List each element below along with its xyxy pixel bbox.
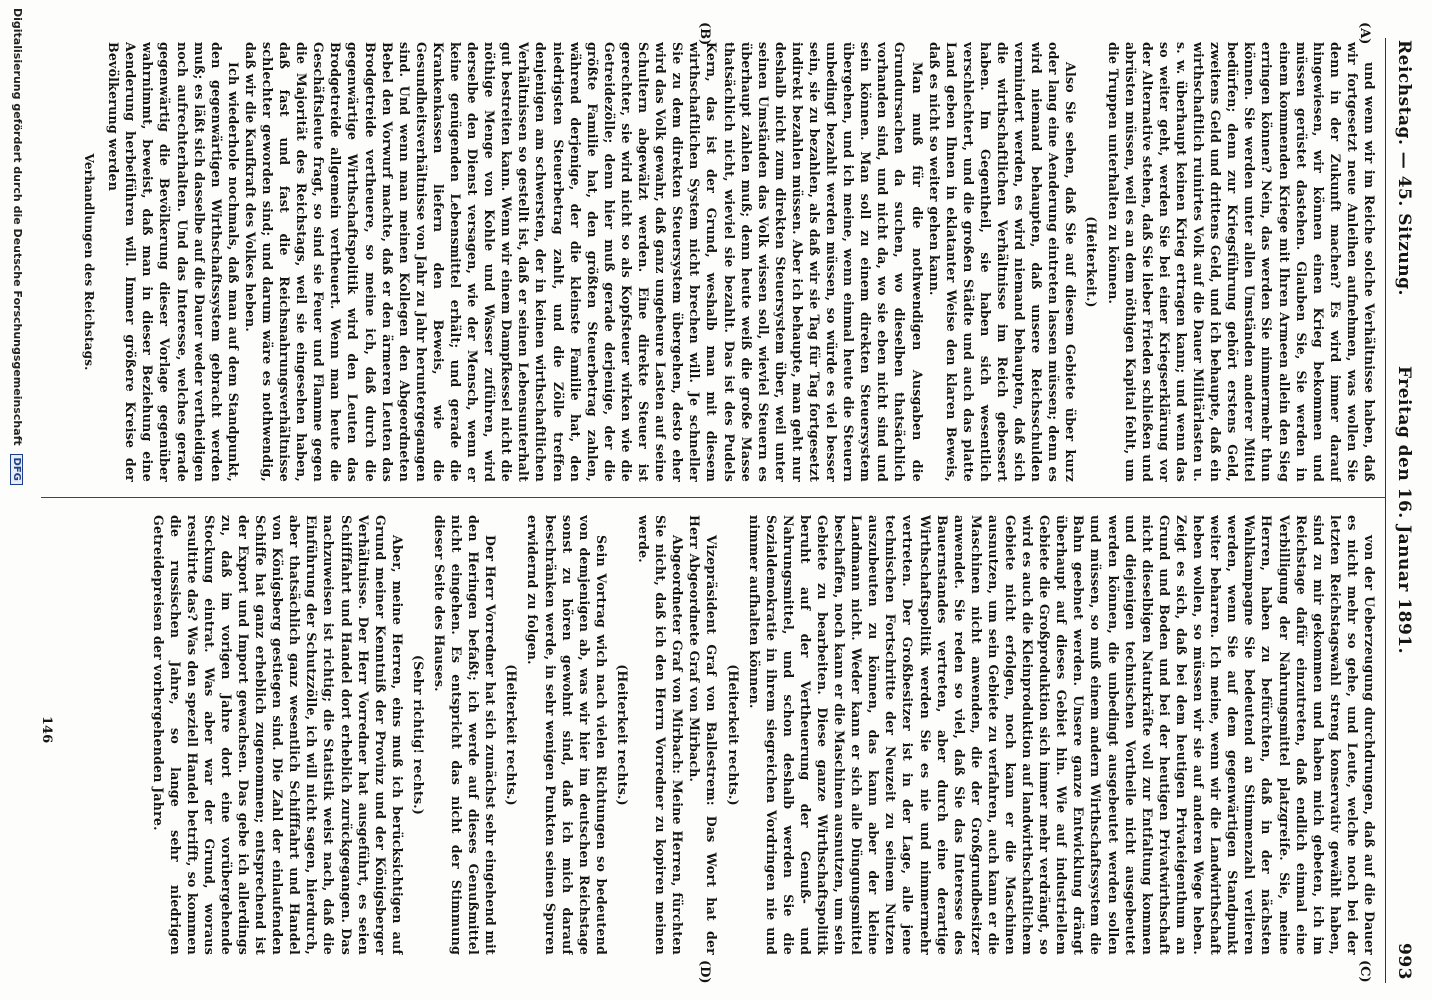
margin-mark-b: (B) [697,22,712,46]
left-column [58,42,1378,482]
reaction: (Heiterkeit.) [1084,216,1100,308]
paragraph: Also Sie sehen, daß Sie auf diesem Gebiete über kurz oder lang eine Aenderung eintreten lassen müssen; denn es wird niemand behaupten, daß unsere Reichsschulden vermindert werden, es wird niemand behaupten, daß sich die wirthschaftlichen Verhältnisse im Reich gebessert haben. Im Gegentheil, sie haben sich wesentlich verschlechtert, und die großen Städte und auch das platte Land geben Ihnen in eklatanter Weise den klaren Beweis, daß es nicht so weiter gehen kann. [926,42,1079,482]
margin-mark-d: (D) [697,960,712,984]
reaction: (Heiterkeit rechts.) [504,664,520,806]
margin-mark-a: (A) [1357,22,1372,45]
column-divider [41,497,1386,498]
header-left: Reichstag. — 45. Sitzung. [1394,40,1414,296]
speaker-paragraph: Abgeordneter Graf von Mirbach: Meine Herren, fürchten Sie nicht, daß ich den Herrn Vorredner zu kopiren meinen werde. [636,515,686,955]
page-number-bottom: 146 [39,716,54,744]
right-column [58,515,1378,955]
paragraph: Man muß für die nothwendigen Ausgaben die Grundursachen da suchen, wo dieselben thatsächlich vorhanden sind, und nicht da, wo sie eben nicht sind und sein können. Man soll zu einem direkten Steuersystem übergehen, und ich meine, wenn einmal heute die Steuern unbedingt bezahlt werden müssen, so würde es viel besser sein, sie zu bezahlen, als daß wir sie Tag für Tag fortgesetzt indirekt bezahlen müssen. Aber ich behaupte, man geht nur deshalb nicht zum direkten Steuersystem über, weil unter seinen Umständen das Volk wissen soll, wieviel Steuern es überhaupt zahlen muß; denn heute weiß die große Masse thatsächlich nicht, wieviel sie bezahlt. Das ist des Pudels Kern, das ist der Grund, weshalb man mit diesem wirthschaftlichen System nicht brechen will. Je schneller Sie zu dem direkten Steuersystem übergehen, desto eher wird das Volk gewahr, daß ganz ungeheure Lasten auf seine Schultern abgewälzt werden. Eine direkte Steuer ist gerechter, sie wird nicht so als Kopfsteuer wirken wie die Getreidezölle; denn hier muß gerade derjenige, der die größte Familie hat, den größten Steuerbetrag zahlen, während derjenige, der die kleinste Familie hat, den niedrigsten Steuerbetrag zahlt, und die Zölle treffen denjenigen am schwersten, der in keinen wirthschaftlichen Verhältnissen so gestellt ist, daß er seinen Lebensunterhalt gut bestreiten kann. Wenn wir einem Dampfkessel nicht die nöthige Menge von Kohle und Wasser zuführen, wird derselbe den Dienst versagen, wie der Mensch, wenn er keine genügenden Lebensmittel erhält; und gerade die Krankenkassen liefern den Beweis, wie die Gesundheitsverhältnisse von Jahr zu Jahr heruntergegangen sind. Und wenn man meinen Kollegen den Abgeordneten Bebel den Vorwurf machte, daß er den ärmeren Leuten das Brodgetreide vertheuere, so meine ich, daß durch die gegenwärtige Wirthschaftspolitik wird den Leuten das Brodgetreide allgemein vertheuert. Wenn man heute die Geschäftsleute fragt, so sind sie Feuer und Flamme gegen die Majorität des Reichstags, weil sie eingesehen haben, daß fast und fast die Reichsnahrungsverhältnisse schlechter geworden sind; und darum wäre es nothwendig, daß wir die Kaufkraft des Volkes heben. [242,42,925,482]
margin-mark-c: (C) [1357,960,1372,983]
page-header [1388,40,1414,980]
dfg-logo-icon: DFG [10,454,23,485]
header-page-number: 993 [1394,943,1414,980]
credit-text: Digitalisierung gefördert durch die Deutsche Forschungsgemeinschaft [11,8,24,446]
column-footer: Verhandlungen des Reichstags. [82,153,97,371]
reaction: (Heiterkeit rechts.) [614,664,630,806]
speaker-paragraph: Vizepräsident Graf von Ballestrem: Das Wort hat der Herr Abgeordnete Graf von Mirbach. [687,515,720,955]
paragraph: Sein Vortrag wich nach vielen Richtungen so bedeutend von demjenigen ab, was wir hier im deutschen Reichstage sonst zu hören gewohnt sind, daß ich mich darauf beschränken werde, in sehr wenigen Punkten seinen Spuren erwidernd zu folgen. [525,515,609,955]
paragraph: und wenn wir im Reiche solche Verhältnisse haben, daß wir fortgesetzt neue Anleihen aufnehmen, was wollen Sie denn in der Zukunft machen? Es wird immer darauf hingewiesen, wir können einen Krieg bekommen und müssen gerüstet dastehen. Glauben Sie, Sie werden in einem kommenden Kriege mit Ihren Armeen allein den Sieg erringen können? Nein, das werden Sie nimmermehr thun können. Sie werden unter allen Umständen anderer Mittel bedürfen; denn zur Kriegsführung gehört erstens Geld, zweitens Geld und drittens Geld, und ich behaupte, daß ein wirthschaftlich ruinirtes Volk auf die Dauer Militärlasten u. s. w. überhaupt keinen Krieg ertragen kann; und wenn das so weiter geht, werden Sie bei einer Kriegserklärung vor der Alternative stehen, daß Sie lieber Frieden schließen und abrüsten müssen, weil es an dem nöthigen Kapital fehlt, um die Truppen unterhalten zu können. [1105,42,1377,482]
reaction: (Sehr richtig! rechts.) [410,654,426,816]
paragraph: von der Ueberzeugung durchdrungen, daß auf die Dauer es nicht mehr so gehe, und Leute, welche noch bei der letzten Reichstagswahl streng konservativ gewählt haben, sind zu mir gekommen und haben mich gebeten, ich im Reichstage dafür einzutreten, daß endlich einmal eine Verbilligung der Nahrungsmittel platzgreife. Sie, meine Herren, haben zu befürchten, daß in der nächsten Wahlkampagne Sie bedeutend an Stimmenzahl verlieren werden, wenn Sie auf dem gegenwärtigen Standpunkt weiter beharren. Ich meine, wenn wir die Landwirthschaft heben wollen, so müssen wir sie auf anderen Wege heben. Zeigt es sich, daß bei dem heutigen Privateigenthum an Grund und Boden und bei der heutigen Privatwirthschaft nicht dieselbigen Naturkräfte voll zur Entfaltung kommen und diejenigen technischen Vortheile nicht ausgebeutet werden können, die unbedingt ausgebeutet werden sollen und müssen, so muß einem andern Wirthschaftssystem die Bahn geebnet werden. Unsere ganze Entwicklung drängt überhaupt auf dieses Gebiet hin. Wie auf industriellem Gebiete die Großproduktion sich immer mehr verdrängt, so wird es auch die Kleinproduktion auf landwirthschaftlichem Gebiete nicht erfolgen, noch kann er die Maschinen ausnutzen, um sein Gebiete zu verfahren, auch kann er die Maschinen nicht anwenden, die der Großgrundbesitzer anwendet. Sie reden so viel, daß Sie das Interesse des Bauernstandes vertreten, aber durch eine derartige Wirthschaftspolitik werden Sie es nie und nimmermehr vertreten. Der Großbesitzer ist in der Lage, alle jene technischen Fortschritte der Neuzeit zu seinem Nutzen auszubeuten zu können, das kann aber der kleine Landmann nicht. Weder kann er sich alle Düngungsmittel beschaffen, noch kann er die Maschinen ausnutzen, um sein Gebiete zu bearbeiten. Diese ganze Wirthschaftspolitik beruht auf der Vertheuerung der Genuß- und Nahrungsmittel, und schon deshalb werden Sie die Sozialdemokratie in ihrem siegreichen Vordringen nie und nimmer aufhalten können. [746,515,1377,955]
header-center: Freitag den 16. Januar 1891. [1394,365,1414,655]
paragraph: Aber, meine Herren, eins muß ich berücksichtigen auf Grund meiner Kenntniß der Provinz und der Königsberger Verhältnisse. Der Herr Vorredner hat ausgeführt, es seien Schifffahrt und Handel dort erheblich zurückgegangen. Das nachzuweisen ist richtig; die Statistik weist nach, daß die Einführung der Schutzzölle, ich will nicht sagen, hierdurch, aber thatsächlich ganz wesentlich Schifffahrt und Handel von Königsberg gestiegen sind. Die Zahl der einlaufenden Schiffe hat ganz erheblich zugenommen; entsprechend ist der Export und Import gewachsen. Das gebe ich allerdings zu, daß im vorigen Jahre dort eine vorübergehende Stockung eintrat. Was aber war der Grund, woraus resultirte das? Was den speziell Handel betrifft, so kommen die russischen Jahre, so lange sehr niedrigen Getreidepreisen der vorhergehenden Jahre. [150,515,405,955]
paragraph: Ich wiederhole nochmals, daß man auf dem Standpunkt, den gegenwärtigen Wirthschaftssystem gebracht werden muß; es läßt sich dasselbe auf die Dauer weder vertheidigen noch aufrechterhalten. Und das Interesse, welches gerade gegenwärtig die Bevölkerung dieser Vorlage gegenüber wahrnimmt, beweist, daß man in dieser Beziehung eine Aenderung herbeiführen will. Immer größere Kreise der Bevölkerung werden [106,42,241,482]
digitization-credit [2,0,24,1000]
header-rule [1385,38,1386,983]
reaction: (Heiterkeit rechts.) [725,664,741,806]
paragraph: Der Herr Vorredner hat sich zunächst sehr eingehend mit den Heringen befaßt; ich werde auf dieses Genußmittel nicht eingehen. Es entspricht das nicht der Stimmung dieser Seite des Hauses. [432,515,499,955]
